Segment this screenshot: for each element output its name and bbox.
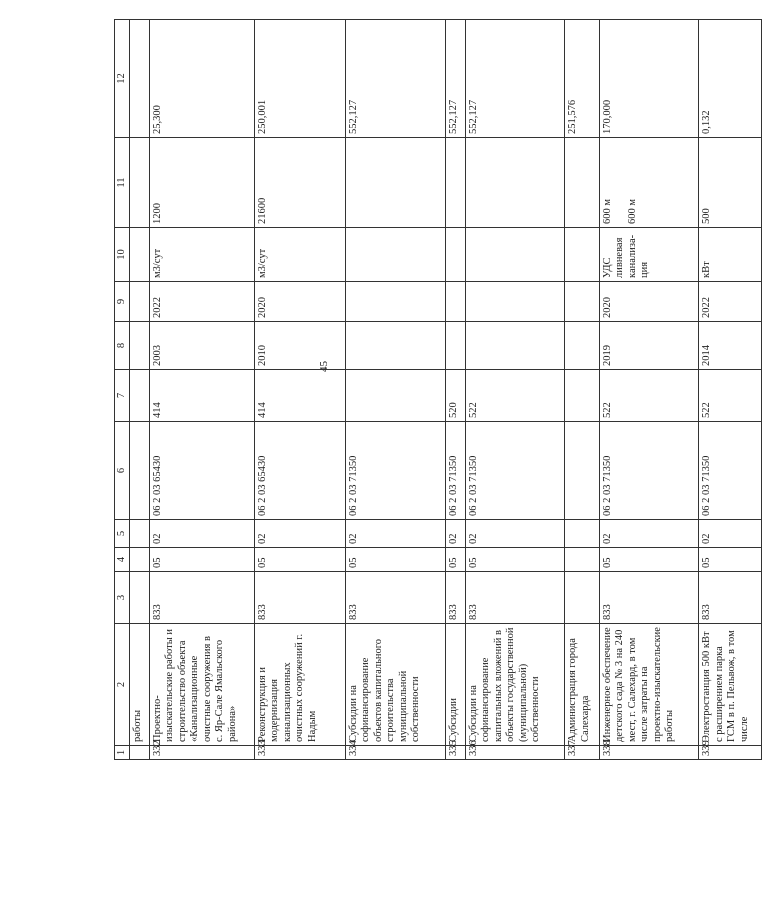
table-cell: 2019 <box>599 322 699 370</box>
table-cell: 06 2 03 71350 <box>599 422 699 520</box>
table-cell: 522 <box>599 370 699 422</box>
table-row <box>254 20 345 760</box>
column-header: 9 <box>115 282 130 322</box>
column-header: 11 <box>115 138 130 228</box>
table-cell: 25,300 <box>149 20 254 138</box>
table-cell: 833 <box>149 572 254 624</box>
table-cell: 02 <box>149 520 254 548</box>
table-cell: 500 <box>699 138 762 228</box>
column-header: 2 <box>115 624 130 746</box>
table-cell: 02 <box>345 520 445 548</box>
table-cell: кВт <box>699 228 762 282</box>
table-cell: 170,000 <box>599 20 699 138</box>
table-cell: 05 <box>445 548 465 572</box>
column-header: 10 <box>115 228 130 282</box>
table-cell <box>565 228 599 282</box>
table-cell <box>565 322 599 370</box>
table-cell: 2022 <box>699 282 762 322</box>
table-cell: работы <box>130 624 150 746</box>
table-cell: УДС ливневая канализа-ция <box>599 228 699 282</box>
table-cell: 02 <box>699 520 762 548</box>
table-cell: 333 <box>254 746 345 760</box>
table-cell: 833 <box>345 572 445 624</box>
table-cell: 02 <box>465 520 565 548</box>
table-cell <box>130 572 150 624</box>
table-cell: 2020 <box>599 282 699 322</box>
header-row <box>115 20 130 760</box>
column-header: 1 <box>115 746 130 760</box>
column-header: 4 <box>115 548 130 572</box>
table-cell <box>130 422 150 520</box>
table-cell: Субсидии <box>445 624 465 746</box>
table-cell: 2014 <box>699 322 762 370</box>
table-cell: 552,127 <box>445 20 465 138</box>
table-cell: 05 <box>345 548 445 572</box>
table-cell: 339 <box>699 746 762 760</box>
table-row <box>445 20 465 760</box>
table-cell: 02 <box>254 520 345 548</box>
table-cell <box>130 228 150 282</box>
table-cell: 833 <box>445 572 465 624</box>
rotated-table-container <box>114 20 762 760</box>
table-cell: 600 м 600 м <box>599 138 699 228</box>
table-row <box>565 20 599 760</box>
table-cell: 21600 <box>254 138 345 228</box>
table-cell: Электростанция 500 кВт с расширением парка ГСМ в п. Пельвож, в том числе <box>699 624 762 746</box>
table-cell: 414 <box>254 370 345 422</box>
table-cell: 06 2 03 71350 <box>699 422 762 520</box>
table-cell: 552,127 <box>345 20 445 138</box>
column-header: 5 <box>115 520 130 548</box>
table-cell <box>445 228 465 282</box>
table-cell <box>345 370 445 422</box>
table-cell <box>465 228 565 282</box>
column-header: 12 <box>115 20 130 138</box>
table-cell: 05 <box>254 548 345 572</box>
table-cell: 05 <box>465 548 565 572</box>
table-cell <box>565 370 599 422</box>
table-cell <box>345 228 445 282</box>
table-cell: 2022 <box>149 282 254 322</box>
table-row <box>699 20 762 760</box>
table-cell: 833 <box>465 572 565 624</box>
table-cell: м3/сут <box>254 228 345 282</box>
table-row <box>599 20 699 760</box>
table-cell: Администрация города Салехарда <box>565 624 599 746</box>
table-row <box>345 20 445 760</box>
table-cell <box>130 370 150 422</box>
table-cell: Субсидии на софинансирование объектов капитального строительства муниципальной собственности <box>345 624 445 746</box>
table-cell <box>130 138 150 228</box>
table-cell: 2003 <box>149 322 254 370</box>
table-cell: Проектно-изыскательские работы и строительство объекта «Канализационные очистные сооружения в с. Яр-Сале Ямальского района» <box>149 624 254 746</box>
table-cell: 2020 <box>254 282 345 322</box>
table-cell: 05 <box>149 548 254 572</box>
table-cell: 833 <box>699 572 762 624</box>
table-cell <box>445 322 465 370</box>
table-cell <box>565 282 599 322</box>
budget-table <box>114 19 762 760</box>
table-cell: 1200 <box>149 138 254 228</box>
table-cell: 05 <box>699 548 762 572</box>
table-cell: 522 <box>465 370 565 422</box>
column-header: 8 <box>115 322 130 370</box>
table-cell <box>465 138 565 228</box>
column-header: 3 <box>115 572 130 624</box>
table-body <box>130 20 762 760</box>
table-cell: 02 <box>599 520 699 548</box>
table-cell: 06 2 03 71350 <box>445 422 465 520</box>
table-cell: 833 <box>599 572 699 624</box>
table-cell <box>565 572 599 624</box>
table-cell <box>565 548 599 572</box>
table-row <box>465 20 565 760</box>
table-cell: Реконструкция и модернизация канализационных очистных сооружений г. Надым <box>254 624 345 746</box>
table-cell <box>345 322 445 370</box>
table-cell <box>565 422 599 520</box>
table-cell <box>565 138 599 228</box>
table-cell <box>130 548 150 572</box>
table-cell <box>345 138 445 228</box>
table-cell: 0,132 <box>699 20 762 138</box>
table-cell: 334 <box>345 746 445 760</box>
table-cell <box>130 282 150 322</box>
table-cell: 338 <box>599 746 699 760</box>
table-cell: 06 2 03 71350 <box>345 422 445 520</box>
table-cell <box>445 282 465 322</box>
table-cell: Субсидии на софинансирование капитальных вложений в объекты государственной (муниципальной) собственности <box>465 624 565 746</box>
page-number: 45 <box>318 361 330 372</box>
table-cell: 414 <box>149 370 254 422</box>
table-cell: 337 <box>565 746 599 760</box>
table-cell: 2010 <box>254 322 345 370</box>
table-cell: 522 <box>699 370 762 422</box>
table-cell <box>130 322 150 370</box>
table-cell <box>130 20 150 138</box>
table-cell: 250,001 <box>254 20 345 138</box>
table-cell: 332 <box>149 746 254 760</box>
table-cell: м3/сут <box>149 228 254 282</box>
table-cell: 06 2 03 65430 <box>149 422 254 520</box>
table-cell: 05 <box>599 548 699 572</box>
table-cell <box>130 746 150 760</box>
table-cell: Инженерное обеспечение детского сада № 3 на 240 мест, г. Салехард, в том числе затраты на проектно-изыскательские работы <box>599 624 699 746</box>
table-cell <box>465 322 565 370</box>
table-cell: 251,576 <box>565 20 599 138</box>
table-row <box>149 20 254 760</box>
table-cell <box>130 520 150 548</box>
table-cell <box>465 282 565 322</box>
table-cell <box>445 138 465 228</box>
table-cell: 336 <box>465 746 565 760</box>
table-cell: 552,127 <box>465 20 565 138</box>
table-cell: 02 <box>445 520 465 548</box>
table-cell <box>345 282 445 322</box>
table-cell: 833 <box>254 572 345 624</box>
table-cell <box>565 520 599 548</box>
table-row <box>130 20 150 760</box>
table-cell: 520 <box>445 370 465 422</box>
table-cell: 06 2 03 65430 <box>254 422 345 520</box>
table-cell: 335 <box>445 746 465 760</box>
table-cell: 06 2 03 71350 <box>465 422 565 520</box>
column-header: 7 <box>115 370 130 422</box>
column-header: 6 <box>115 422 130 520</box>
